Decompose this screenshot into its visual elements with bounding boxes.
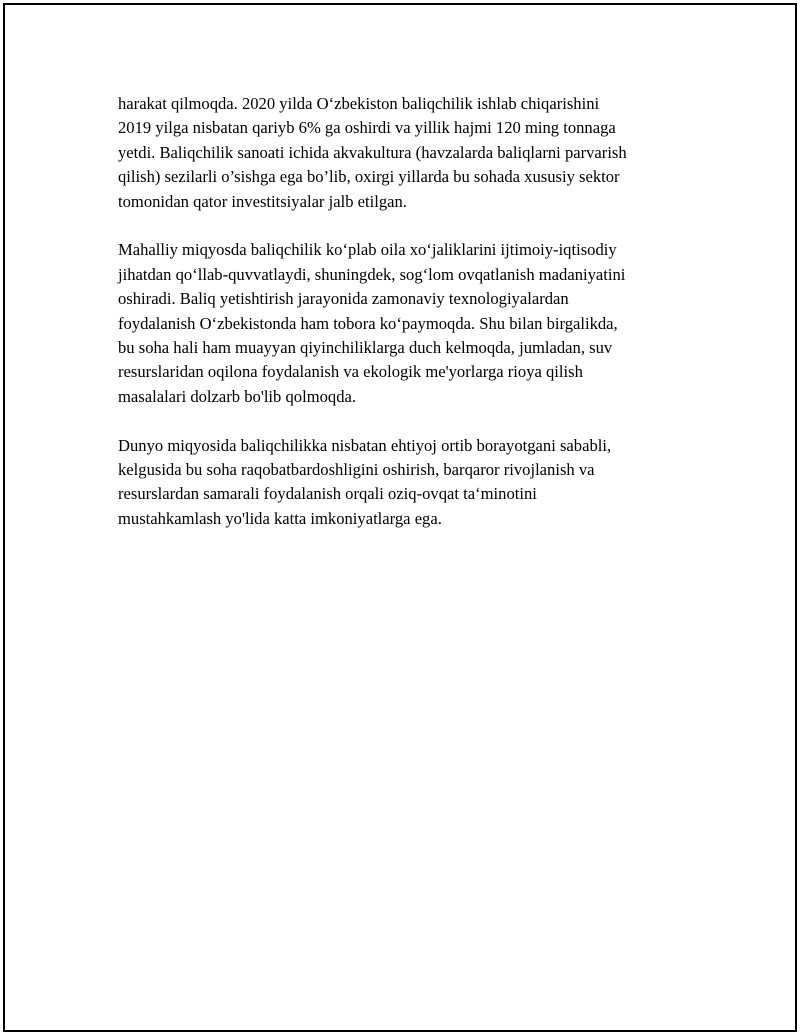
paragraph-line: jihatdan qo‘llab-quvvatlaydi, shuningdek, sog‘lom ovqatlanish madaniyatini: [118, 264, 626, 284]
paragraph-line: bu soha hali ham muayyan qiyinchiliklarga duch kelmoqda, jumladan, suv: [118, 338, 613, 358]
paragraph-line: Dunyo miqyosida baliqchilikka nisbatan ehtiyoj ortib borayotgani sababli,: [118, 435, 612, 455]
paragraph-line: resurslardan samarali foydalanish orqali oziq-ovqat ta‘minotini: [118, 484, 537, 504]
paragraph-2: [118, 238, 698, 409]
paragraph-line: tomonidan qator investitsiyalar jalb etilgan.: [118, 191, 407, 211]
paragraph-line: masalalari dolzarb bo'lib qolmoqda.: [118, 386, 357, 406]
paragraph-line: foydalanish O‘zbekistonda ham tobora ko‘paymoqda. Shu bilan birgalikda,: [118, 313, 618, 333]
paragraph-line: oshiradi. Baliq yetishtirish jarayonida zamonaviy texnologiyalardan: [118, 289, 569, 309]
paragraph-line: mustahkamlash yo'lida katta imkoniyatlarga ega.: [118, 508, 442, 528]
paragraph-line: Mahalliy miqyosda baliqchilik ko‘plab oila xo‘jaliklarini ijtimoiy-iqtisodiy: [118, 240, 617, 260]
document-body: [118, 92, 698, 556]
paragraph-3: [118, 434, 698, 532]
paragraph-line: harakat qilmoqda. 2020 yilda O‘zbekiston baliqchilik ishlab chiqarishini: [118, 94, 600, 113]
paragraph-line: kelgusida bu soha raqobatbardoshligini oshirish, barqaror rivojlanish va: [118, 460, 595, 480]
paragraph-line: 2019 yilga nisbatan qariyb 6% ga oshirdi va yillik hajmi 120 ming tonnaga: [118, 118, 616, 138]
paragraph-1: [118, 92, 698, 214]
paragraph-line: resurslaridan oqilona foydalanish va ekologik me'yorlarga rioya qilish: [118, 362, 583, 382]
paragraph-line: yetdi. Baliqchilik sanoati ichida akvakultura (havzalarda baliqlarni parvarish: [118, 142, 627, 162]
paragraph-line: qilish) sezilarli o’sishga ega bo’lib, oxirgi yillarda bu sohada xususiy sektor: [118, 167, 620, 187]
